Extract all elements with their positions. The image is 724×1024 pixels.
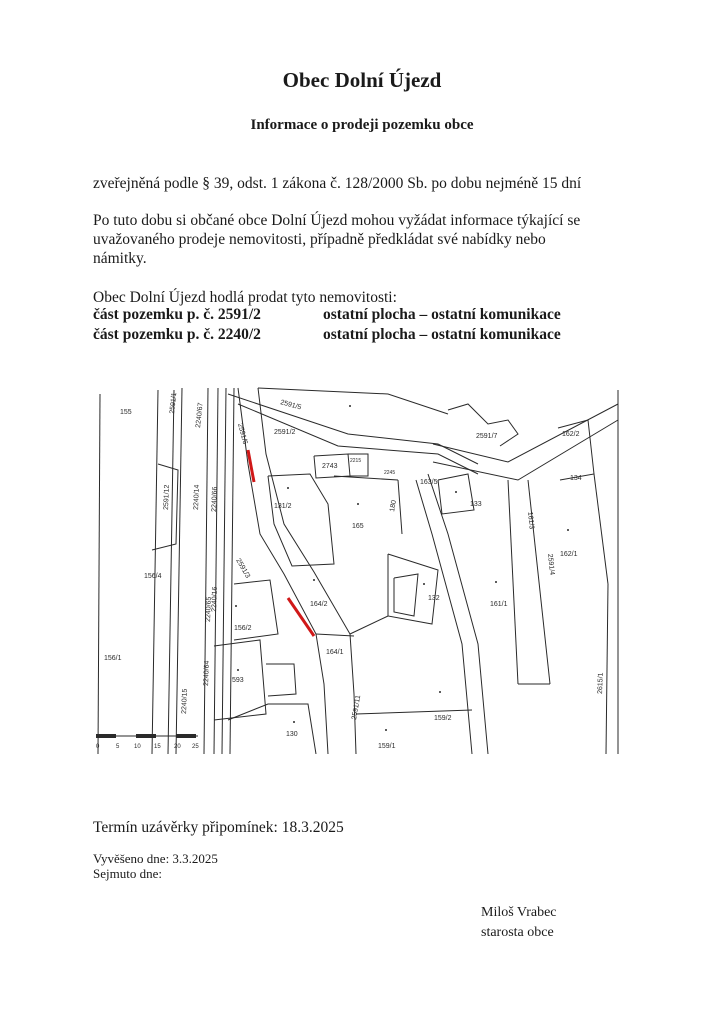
- parcel-number: 2240/67: [195, 402, 205, 429]
- scale-label: 5: [116, 744, 120, 750]
- parcel-number: 2591/3: [234, 557, 252, 580]
- parcel-number: 163/5: [420, 479, 438, 486]
- parcel-number: 2215: [350, 458, 362, 464]
- parcel-number: 2240/64: [203, 660, 211, 687]
- parcel-number: 156/2: [234, 625, 252, 632]
- parcel-number: 161/3: [526, 511, 535, 530]
- parcel-number: 134: [570, 475, 582, 482]
- parcel-number: 2591/12: [163, 484, 171, 511]
- parcel-number: 593: [232, 677, 244, 684]
- parcel-row: [93, 306, 561, 324]
- parcel-number: 132: [428, 595, 440, 602]
- signatory-role: starosta obce: [481, 925, 554, 940]
- parcel-number: 2245: [384, 470, 396, 476]
- parcel-number: 2591/6: [236, 422, 249, 446]
- parcel-number: 131/2: [274, 503, 292, 510]
- parcel-number: 159/1: [378, 743, 396, 750]
- parcel-number: 156/1: [104, 655, 122, 662]
- parcel-number: 161/1: [490, 601, 508, 608]
- parcel-number: 130: [286, 731, 298, 738]
- parcel-number: 2591/4: [546, 553, 556, 576]
- parcel-number: 2591/5: [279, 399, 302, 412]
- deadline-line: [93, 817, 344, 838]
- cadastral-map: [88, 384, 620, 754]
- paragraph-line-1: Po tuto dobu si občané obce Dolní Újezd mohou vyžádat informace týkající se: [93, 212, 581, 229]
- parcel-label: část pozemku p. č. 2240/2: [93, 326, 261, 343]
- page-subtitle: Informace o prodeji pozemku obce: [250, 117, 474, 133]
- parcel-number: 165: [352, 523, 364, 530]
- paragraph-line-3: námitky.: [93, 250, 147, 267]
- page-title: Obec Dolní Újezd: [282, 68, 442, 92]
- deadline-label: Termín uzávěrky připomínek:: [93, 819, 278, 836]
- parcel-number: 2591/7: [476, 433, 498, 440]
- publication-note: zveřejněná podle § 39, odst. 1 zákona č. 128/2000 Sb. po dobu nejméně 15 dní: [93, 175, 582, 192]
- parcel-row: [93, 326, 561, 344]
- removed-date: Sejmuto dne:: [93, 866, 162, 881]
- scale-label: 25: [192, 744, 199, 750]
- parcel-number: 155: [120, 409, 132, 416]
- deadline-date: 18.3.2025: [281, 819, 344, 836]
- parcel-number: 162/1: [560, 551, 578, 558]
- paragraph-line-2: uvažovaného prodeje nemovitosti, případně předkládat své nabídky nebo: [93, 231, 546, 248]
- scale-label: 20: [174, 744, 181, 750]
- signatory-name: Miloš Vrabec: [481, 905, 557, 920]
- parcel-number: 2240/16: [211, 586, 219, 613]
- parcel-number: 2240/14: [193, 484, 201, 511]
- parcel-number: 2240/66: [211, 486, 219, 513]
- parcel-number: 2240/15: [181, 688, 189, 715]
- scale-label: 0: [96, 744, 100, 750]
- parcel-number: 162/2: [562, 431, 580, 438]
- parcel-number: 2591/2: [274, 429, 296, 436]
- parcel-number: 164/2: [310, 601, 328, 608]
- parcel-use: ostatní plocha – ostatní komunikace: [323, 326, 561, 343]
- parcel-number: 2240/65: [205, 596, 213, 623]
- parcel-number: 133: [470, 501, 482, 508]
- parcel-number: 2615/1: [597, 672, 605, 695]
- parcel-number: 159/2: [434, 715, 452, 722]
- parcel-number: 164/1: [326, 649, 344, 656]
- parcel-use: ostatní plocha – ostatní komunikace: [323, 306, 561, 323]
- scale-label: 15: [154, 744, 161, 750]
- sale-intent: Obec Dolní Újezd hodlá prodat tyto nemovitosti:: [93, 289, 397, 306]
- scale-label: 10: [134, 744, 141, 750]
- parcel-number: 180: [389, 499, 398, 513]
- parcel-markers: [235, 405, 569, 731]
- parcel-number: 156/4: [144, 573, 162, 580]
- sale-highlight: [248, 450, 314, 636]
- scale-bar: [96, 734, 199, 750]
- parcel-number: 2743: [322, 463, 338, 470]
- posted-date: Vyvěšeno dne: 3.3.2025: [93, 851, 218, 866]
- parcel-number: 2591/11: [351, 694, 363, 721]
- parcel-label: část pozemku p. č. 2591/2: [93, 306, 261, 323]
- parcel-number: 2591/1: [169, 392, 179, 415]
